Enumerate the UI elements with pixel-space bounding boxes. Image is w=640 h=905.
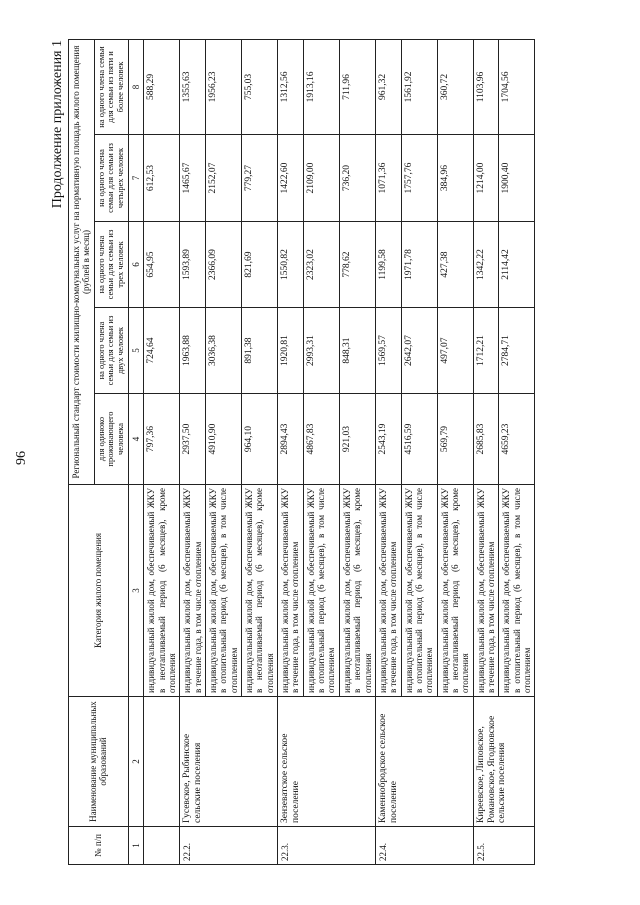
cost-value: 1712,21 (473, 308, 499, 394)
cost-value: 778,62 (339, 222, 375, 308)
housing-category: индивидуальный жилой дом, обеспечиваемый ЖКУ в отопительный период (6 месяцев), в том числе отоплением (303, 485, 339, 697)
page-number: 96 (14, 451, 29, 465)
housing-category: индивидуальный жилой дом, обеспечиваемый ЖКУ в течение года, в том числе отоплением (278, 485, 304, 697)
row-number: 22.2. (180, 827, 278, 865)
table-body (144, 39, 535, 864)
table-row (144, 39, 180, 864)
cost-value: 891,38 (242, 308, 278, 394)
cost-value: 612,53 (144, 135, 180, 222)
appendix-continuation: Продолжение приложения 1 (50, 40, 65, 209)
cost-value: 711,96 (339, 39, 375, 134)
cost-value: 1199,58 (375, 222, 401, 308)
index-cell: 1 (128, 827, 143, 865)
cost-value: 1757,76 (401, 135, 437, 222)
cost-value: 2642,07 (401, 308, 437, 394)
cost-value: 961,32 (375, 39, 401, 134)
cost-value: 2109,00 (303, 135, 339, 222)
header-sub: на одного члена семьи для семьи из трех человек (94, 222, 128, 308)
cost-value: 569,79 (437, 394, 473, 485)
table-row (375, 39, 401, 864)
cost-value: 2685,83 (473, 394, 499, 485)
housing-category: индивидуальный жилой дом, обеспечиваемый ЖКУ в течение года, в том числе отоплением (375, 485, 401, 697)
index-cell: 6 (128, 222, 143, 308)
cost-value: 2114,42 (499, 222, 535, 308)
cost-value: 4659,23 (499, 394, 535, 485)
cost-value: 2366,09 (206, 222, 242, 308)
cost-value: 1561,92 (401, 39, 437, 134)
cost-value: 736,20 (339, 135, 375, 222)
header-sub: на одного члена семьи для семьи из четырех человек (94, 135, 128, 222)
cost-value: 1550,82 (278, 222, 304, 308)
table-row (278, 39, 304, 864)
cost-value: 1312,56 (278, 39, 304, 134)
municipality-name: Зензеватское сельское поселение (278, 697, 376, 827)
housing-category: индивидуальный жилой дом, обеспечиваемый ЖКУ в отопительный период (6 месяцев), в том числе отоплением (206, 485, 242, 697)
header-sub: на одного члена семьи для семьи из двух человек (94, 308, 128, 394)
cost-value: 1103,96 (473, 39, 499, 134)
header-no: № п/п (69, 827, 129, 865)
housing-category: индивидуальный жилой дом, обеспечиваемый ЖКУ в течение года, в том числе отоплением (180, 485, 206, 697)
housing-category: индивидуальный жилой дом, обеспечиваемый ЖКУ в неотапливаемый период (6 месяцев), кроме отопления (144, 485, 180, 697)
cost-value: 1920,81 (278, 308, 304, 394)
municipality-name: Каменнобродское сельское поселение (375, 697, 473, 827)
cost-value: 1422,60 (278, 135, 304, 222)
cost-value: 724,64 (144, 308, 180, 394)
cost-value: 1355,63 (180, 39, 206, 134)
cost-value: 1071,36 (375, 135, 401, 222)
header-sub: на одного члена семьи для семьи из пяти и более человек (94, 39, 128, 134)
cost-value: 1956,23 (206, 39, 242, 134)
table-row (180, 39, 206, 864)
row-number: 22.5. (473, 827, 535, 865)
index-cell: 3 (128, 485, 143, 697)
housing-category: индивидуальный жилой дом, обеспечиваемый ЖКУ в неотапливаемый период (6 месяцев), кроме отопления (437, 485, 473, 697)
cost-value: 4867,83 (303, 394, 339, 485)
cost-value: 2543,19 (375, 394, 401, 485)
cost-value: 497,07 (437, 308, 473, 394)
cost-value: 848,31 (339, 308, 375, 394)
cost-value: 779,27 (242, 135, 278, 222)
cost-value: 4910,90 (206, 394, 242, 485)
cost-value: 1214,00 (473, 135, 499, 222)
cost-value: 2323,02 (303, 222, 339, 308)
index-cell: 2 (128, 697, 143, 827)
row-number (144, 827, 180, 865)
table-row (473, 39, 499, 864)
cost-value: 2152,07 (206, 135, 242, 222)
cost-value: 2937,50 (180, 394, 206, 485)
tariff-table (68, 39, 535, 865)
cost-value: 797,36 (144, 394, 180, 485)
cost-value: 1963,88 (180, 308, 206, 394)
header-category: Категория жилого помещения (69, 485, 129, 697)
cost-value: 4516,59 (401, 394, 437, 485)
row-number: 22.4. (375, 827, 473, 865)
housing-category: индивидуальный жилой дом, обеспечиваемый ЖКУ в отопительный период (6 месяцев), в том числе отоплением (499, 485, 535, 697)
cost-value: 427,38 (437, 222, 473, 308)
cost-value: 1593,89 (180, 222, 206, 308)
header-standard: Региональный стандарт стоимости жилищно-коммунальных услуг на нормативную площадь жилого помещения (рублей в месяц) (69, 39, 95, 484)
cost-value: 588,29 (144, 39, 180, 134)
index-cell: 7 (128, 135, 143, 222)
housing-category: индивидуальный жилой дом, обеспечиваемый ЖКУ в отопительный период (6 месяцев), в том числе отоплением (401, 485, 437, 697)
cost-value: 821,69 (242, 222, 278, 308)
housing-category: индивидуальный жилой дом, обеспечиваемый ЖКУ в неотапливаемый период (6 месяцев), кроме отопления (339, 485, 375, 697)
cost-value: 1971,78 (401, 222, 437, 308)
cost-value: 1900,40 (499, 135, 535, 222)
row-number: 22.3. (278, 827, 376, 865)
housing-category: индивидуальный жилой дом, обеспечиваемый ЖКУ в неотапливаемый период (6 месяцев), кроме отопления (242, 485, 278, 697)
header-sub: для одиноко проживающего человека (94, 394, 128, 485)
cost-value: 1569,57 (375, 308, 401, 394)
index-cell: 4 (128, 394, 143, 485)
cost-value: 360,72 (437, 39, 473, 134)
cost-value: 384,96 (437, 135, 473, 222)
municipality-name: Гусевское, Рыбинское сельские поселения (180, 697, 278, 827)
cost-value: 2894,43 (278, 394, 304, 485)
municipality-name: Киреевское, Липовское, Романовское, Ягодновское сельские поселения (473, 697, 535, 827)
housing-category: индивидуальный жилой дом, обеспечиваемый ЖКУ в течение года, в том числе отоплением (473, 485, 499, 697)
cost-value: 1342,22 (473, 222, 499, 308)
cost-value: 2784,71 (499, 308, 535, 394)
cost-value: 1913,16 (303, 39, 339, 134)
header-municipality: Наименование муниципальных образований (69, 697, 129, 827)
municipality-name (144, 697, 180, 827)
index-cell: 8 (128, 39, 143, 134)
cost-value: 1465,67 (180, 135, 206, 222)
cost-value: 2993,31 (303, 308, 339, 394)
cost-value: 964,10 (242, 394, 278, 485)
cost-value: 921,03 (339, 394, 375, 485)
cost-value: 3036,38 (206, 308, 242, 394)
cost-value: 654,95 (144, 222, 180, 308)
cost-value: 755,03 (242, 39, 278, 134)
cost-value: 1704,56 (499, 39, 535, 134)
index-cell: 5 (128, 308, 143, 394)
